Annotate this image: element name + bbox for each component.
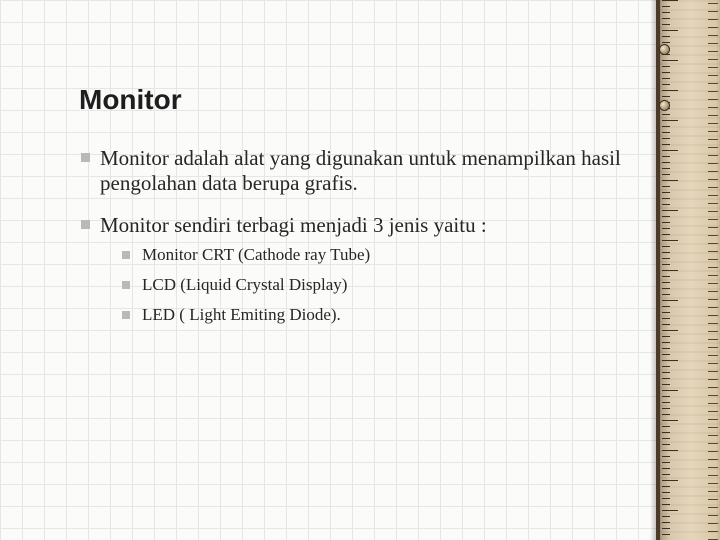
sub-bullet-text: LCD (Liquid Crystal Display) — [142, 275, 348, 294]
square-bullet-icon — [81, 220, 90, 229]
wooden-ruler-icon — [656, 0, 720, 540]
ruler-edge — [656, 0, 660, 540]
ruler-major-ticks — [662, 0, 678, 540]
ruler-bolt-icon — [659, 100, 670, 111]
sub-bullet-item — [121, 305, 640, 325]
bullet-item — [80, 146, 640, 196]
sub-bullet-text: Monitor CRT (Cathode ray Tube) — [142, 245, 371, 264]
sub-bullet-item — [121, 245, 640, 265]
square-bullet-icon — [122, 251, 130, 259]
bullet-text: Monitor adalah alat yang digunakan untuk menampilkan hasil pengolahan data berupa grafis. — [100, 146, 621, 195]
sub-bullet-item — [121, 275, 640, 295]
square-bullet-icon — [81, 153, 90, 162]
bullet-text: Monitor sendiri terbagi menjadi 3 jenis yaitu : — [100, 213, 487, 237]
ruler-bolt-icon — [659, 44, 670, 55]
square-bullet-icon — [122, 281, 130, 289]
slide-title: Monitor — [79, 84, 182, 115]
bullet-item — [80, 213, 640, 325]
sub-bullet-list — [121, 245, 640, 325]
slide-content — [80, 146, 640, 342]
square-bullet-icon — [122, 311, 130, 319]
sub-bullet-text: LED ( Light Emiting Diode). — [142, 305, 341, 324]
ruler-right-ticks — [708, 3, 718, 540]
